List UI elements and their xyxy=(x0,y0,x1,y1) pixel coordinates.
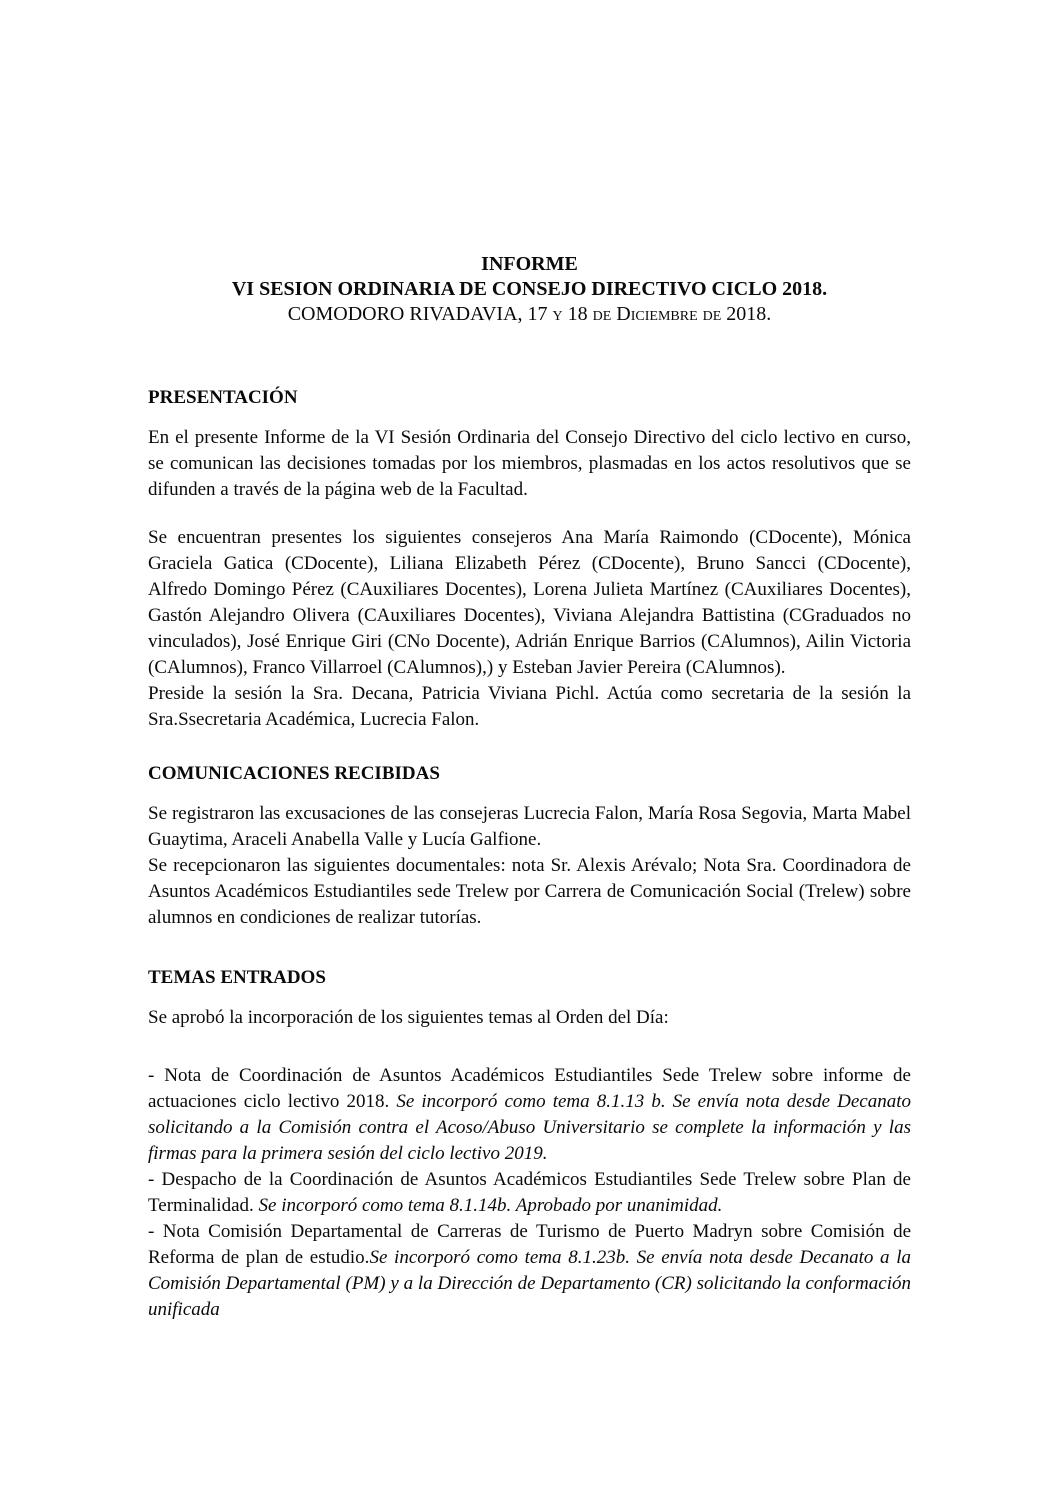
comunicaciones-paragraph-documentales: Se recepcionaron las siguientes documentales: nota Sr. Alexis Arévalo; Nota Sra. Coordinadora de Asuntos Académicos Estudiantiles sede Trelew por Carrera de Comunicación Social (Trelew) sobre alumnos en condiciones de realizar tutorías. xyxy=(148,855,911,928)
tema-item-3-text: - Nota Comisión Departamental de Carreras de Turismo de Puerto Madryn sobre Comisión de Reforma de plan de estudio. xyxy=(148,1221,911,1268)
spacer xyxy=(148,327,911,385)
document-date-line: COMODORO RIVADAVIA, 17 y 18 de Diciembre de 2018. xyxy=(287,303,772,325)
tema-item-1-resolution: Se incorporó como tema 8.1.13 b. Se envía nota desde Decanato solicitando a la Comisión contra el Acoso/Abuso Universitario se complete la información y las firmas para la primera sesión del ciclo lectivo 2019. xyxy=(148,1091,911,1164)
document-title-block xyxy=(148,252,911,327)
tema-item-3 xyxy=(148,1219,911,1323)
document-subtitle: VI SESION ORDINARIA DE CONSEJO DIRECTIVO CICLO 2018. xyxy=(231,278,828,300)
document-title: INFORME xyxy=(481,253,578,275)
tema-item-1-text: - Nota de Coordinación de Asuntos Académicos Estudiantiles Sede Trelew sobre informe de actuaciones ciclo lectivo 2018. xyxy=(148,1065,911,1112)
presentacion-paragraph-presides: Preside la sesión la Sra. Decana, Patricia Viviana Pichl. Actúa como secretaria de la sesión la Sra.Ssecretaria Académica, Lucrecia Falon. xyxy=(148,683,911,730)
section-heading-comunicaciones: COMUNICACIONES RECIBIDAS xyxy=(148,763,440,784)
section-heading-temas-entrados: TEMAS ENTRADOS xyxy=(148,967,326,988)
comunicaciones-paragraph-excusaciones: Se registraron las excusaciones de las consejeras Lucrecia Falon, María Rosa Segovia, Marta Mabel Guaytima, Araceli Anabella Valle y Lucía Galfione. xyxy=(148,803,911,850)
section-heading-presentacion: PRESENTACIÓN xyxy=(148,387,298,408)
presentacion-paragraph-1: En el presente Informe de la VI Sesión Ordinaria del Consejo Directivo del ciclo lectivo en curso, se comunican las decisiones tomadas por los miembros, plasmadas en los actos resolutivos que se difunden a través de la página web de la Facultad. xyxy=(148,427,911,500)
temas-intro: Se aprobó la incorporación de los siguientes temas al Orden del Día: xyxy=(148,1007,669,1028)
tema-item-3-resolution: Se incorporó como tema 8.1.23b. Se envía nota desde Decanato a la Comisión Departamental (PM) y a la Dirección de Departamento (CR) solicitando la conformación unificada xyxy=(148,1247,911,1320)
tema-item-2-text: - Despacho de la Coordinación de Asuntos Académicos Estudiantiles Sede Trelew sobre Plan de Terminalidad. xyxy=(148,1169,911,1216)
tema-item-2 xyxy=(148,1167,911,1219)
tema-item-2-resolution: Se incorporó como tema 8.1.14b. Aprobado por unanimidad. xyxy=(258,1195,723,1216)
presentacion-paragraph-attendees: Se encuentran presentes los siguientes consejeros Ana María Raimondo (CDocente), Mónica Graciela Gatica (CDocente), Liliana Elizabeth Pérez (CDocente), Bruno Sancci (CDocente), Alfredo Domingo Pérez (CAuxiliares Docentes), Lorena Julieta Martínez (CAuxiliares Docentes), Gastón Alejandro Olivera (CAuxiliares Docentes), Viviana Alejandra Battistina (CGraduados no vinculados), José Enrique Giri (CNo Docente), Adrián Enrique Barrios (CAlumnos), Ailin Victoria (CAlumnos), Franco Villarroel (CAlumnos),) y Esteban Javier Pereira (CAlumnos). xyxy=(148,527,911,678)
spacer xyxy=(148,733,911,761)
spacer xyxy=(148,503,911,525)
spacer xyxy=(148,1031,911,1063)
tema-item-1 xyxy=(148,1063,911,1167)
spacer xyxy=(148,931,911,965)
